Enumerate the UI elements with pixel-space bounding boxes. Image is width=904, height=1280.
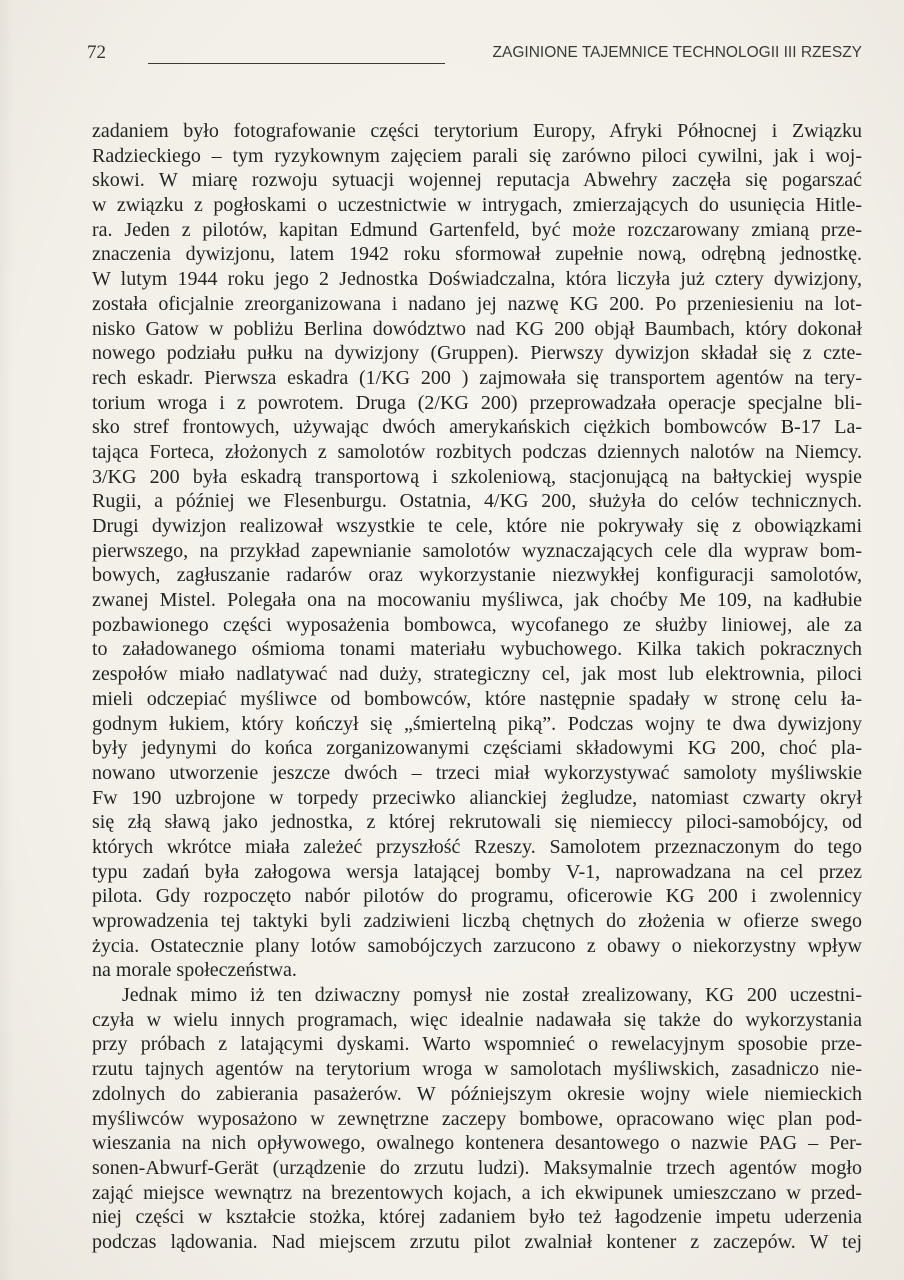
text-line: pierwszego, na przykład zapewnianie samolotów wyznaczających cele dla wypraw bom- <box>92 539 862 562</box>
text-line: skowi. W miarę rozwoju sytuacji wojennej reputacja Abwehry zaczęła się pogarszać <box>92 169 862 192</box>
text-line: myśliwców wyposażono w zewnętrzne zaczepy bombowe, opracowano więc plan pod- <box>92 1107 862 1130</box>
text-line: przy próbach z latającymi dyskami. Warto wspomnieć o rewelacyjnym sposobie prze- <box>92 1033 862 1056</box>
text-line: życia. Ostatecznie plany lotów samobójczych zarzucono z obawy o niekorzystny wpływ <box>92 934 862 957</box>
text-line: się złą sławą jako jednostka, z której rekrutowali się niemieccy piloci-samobójcy, od <box>92 811 862 834</box>
text-line: to załadowanego ośmioma tonami materiału wybuchowego. Kilka takich pokracznych <box>92 638 862 661</box>
text-line: wprowadzenia tej taktyki byli zadziwieni liczbą chętnych do złożenia w ofierze swego <box>92 910 862 932</box>
text-line: sko stref frontowych, używając dwóch amerykańskich ciężkich bombowców B-17 La- <box>92 416 862 439</box>
text-line: Fw 190 uzbrojone w torpedy przeciwko alianckiej żegludze, natomiast czwarty okrył <box>92 786 862 809</box>
text-line: ra. Jeden z pilotów, kapitan Edmund Gartenfeld, być może rozczarowany zmianą prze- <box>92 218 862 241</box>
paragraph <box>92 983 862 1255</box>
text-line: pilota. Gdy rozpoczęto nabór pilotów do programu, oficerowie KG 200 i zwolennicy <box>92 885 862 908</box>
text-line: zdolnych do zabierania pasażerów. W późniejszym okresie wojny wiele niemieckich <box>92 1082 862 1105</box>
text-line: zwanej Mistel. Polegała ona na mocowaniu myśliwca, jak choćby Me 109, na kadłubie <box>92 589 862 612</box>
text-line: tająca Forteca, złożonych z samolotów rozbitych podczas dziennych nalotów na Niemcy. <box>92 440 862 463</box>
text-line: sonen-Abwurf-Gerät (urządzenie do zrzutu ludzi). Maksymalnie trzech agentów mogło <box>92 1156 862 1179</box>
text-line: znaczenia dywizjonu, latem 1942 roku sformował zupełnie nową, odrębną jednostkę. <box>92 243 862 266</box>
text-line: Radzieckiego – tym ryzykownym zajęciem parali się zarówno piloci cywilni, jak i woj- <box>92 144 862 167</box>
text-line: godnym łukiem, który kończył się „śmiertelną piką”. Podczas wojny te dwa dywizjony <box>92 712 862 735</box>
text-line: pozbawionego części wyposażenia bombowca, wycofanego ze służby liniowej, ale za <box>92 613 862 636</box>
paragraph <box>92 119 862 983</box>
text-line: Rugii, a później we Flesenburgu. Ostatnia, 4/KG 200, służyła do celów technicznych. <box>92 490 862 513</box>
running-title: ZAGINIONE TAJEMNICE TECHNOLOGII III RZESZY <box>492 44 862 61</box>
text-line: mieli odczepiać myśliwce od bombowców, które następnie spadały w stronę celu ła- <box>92 687 862 710</box>
text-line: w związku z pogłoskami o uczestnictwie w intrygach, zmierzających do usunięcia Hitle- <box>92 194 862 217</box>
text-line: W lutym 1944 roku jego 2 Jednostka Doświadczalna, która liczyła już cztery dywizjony, <box>92 268 862 291</box>
body-text <box>92 119 862 1255</box>
text-line: nowego podziału pułku na dywizjony (Gruppen). Pierwszy dywizjon składał się z czte- <box>92 342 862 365</box>
text-line: na morale społeczeństwa. <box>92 959 297 982</box>
text-line: wieszania na nich opływowego, owalnego kontenera desantowego o nazwie PAG – Per- <box>92 1132 862 1155</box>
text-line: zadaniem było fotografowanie części terytorium Europy, Afryki Północnej i Związku <box>92 120 862 142</box>
text-line: były jedynymi do końca zorganizowanymi częściami składowymi KG 200, choć pla- <box>92 737 862 760</box>
text-line: nowano utworzenie jeszcze dwóch – trzeci miał wykorzystywać samoloty myśliwskie <box>92 761 862 784</box>
text-line: bowych, zagłuszanie radarów oraz wykorzystanie niezwykłej konfiguracji samolotów, <box>92 564 862 587</box>
text-line: 3/KG 200 była eskadrą transportową i szkoleniową, stacjonującą na bałtyckiej wyspie <box>92 465 862 488</box>
text-line: których wkrótce miała zależeć przyszłość Rzeszy. Samolotem przeznaczonym do tego <box>92 835 862 858</box>
text-line: zająć miejsce wewnątrz na brezentowych kojach, a ich ekwipunek umieszczano w przed- <box>92 1181 862 1204</box>
header-rule <box>148 63 445 64</box>
text-line: nisko Gatow w pobliżu Berlina dowództwo nad KG 200 objął Baumbach, który dokonał <box>92 317 862 340</box>
text-line: podczas lądowania. Nad miejscem zrzutu pilot zwalniał kontener z zaczepów. W tej <box>92 1230 862 1253</box>
text-line: torium wroga i z powrotem. Druga (2/KG 200) przeprowadzała operacje specjalne bli- <box>92 391 862 414</box>
page-number: 72 <box>87 42 106 63</box>
text-line: czyła w wielu innych programach, więc idealnie nadawała się także do wykorzystania <box>92 1008 862 1031</box>
text-line: niej części w kształcie stożka, której zadaniem było też łagodzenie impetu uderzenia <box>92 1206 862 1229</box>
text-line: typu zadań była załogowa wersja latającej bomby V-1, naprowadzana na cel przez <box>92 860 862 883</box>
text-line: zespołów miało nadlatywać nad duży, strategiczny cel, jak most lub elektrownia, piloci <box>92 663 862 686</box>
text-line: rech eskadr. Pierwsza eskadra (1/KG 200 ) zajmowała się transportem agentów na tery- <box>92 366 862 389</box>
text-line: została oficjalnie zreorganizowana i nadano jej nazwę KG 200. Po przeniesieniu na lot- <box>92 292 862 315</box>
text-line: Drugi dywizjon realizował wszystkie te cele, które nie pokrywały się z obowiązkami <box>92 515 862 537</box>
text-line: Jednak mimo iż ten dziwaczny pomysł nie został zrealizowany, KG 200 uczestni- <box>122 984 862 1007</box>
text-line: rzutu tajnych agentów na terytorium wroga w samolotach myśliwskich, zasadniczo nie- <box>92 1058 862 1081</box>
